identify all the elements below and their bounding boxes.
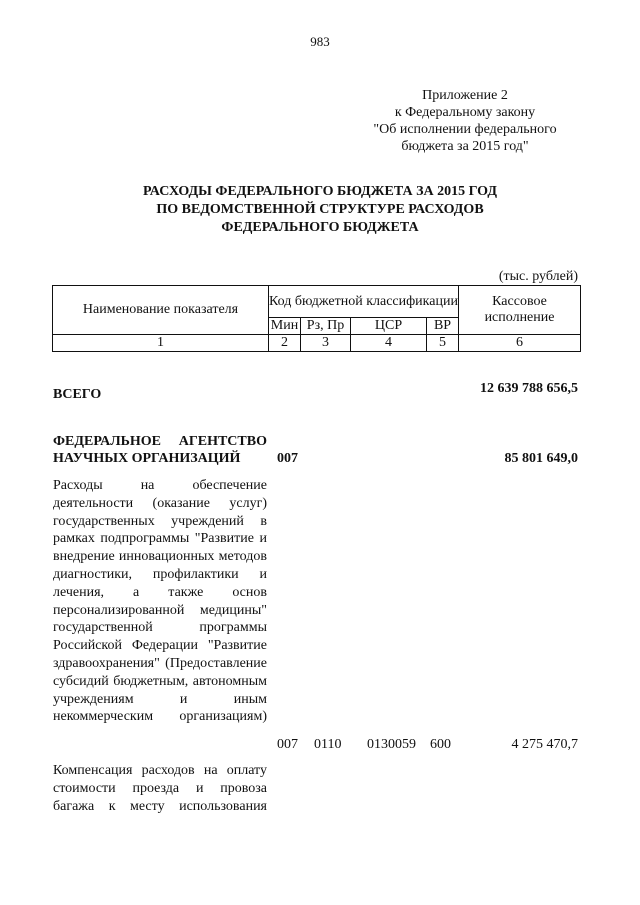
item-amount: 4 275 470,7 [511, 737, 578, 752]
appendix-note [340, 87, 590, 155]
expense-item-name: Расходы на обеспечение деятельности (оказание услуг) государственных учреждений в рамках подпрограммы "Развитие и внедрение инновационных методов диагностики, профилактики и лечения, а также основ персонализированной медицины" государственной программы Российской Федерации "Развитие здравоохранения" (Предоставление субсидий бюджетным, автономным учреждениям и иным некоммерческим организациям) [53, 478, 267, 725]
appendix-line: Приложение 2 [422, 88, 508, 103]
header-rzpr: Рз, Пр [301, 318, 351, 335]
column-number: 6 [459, 335, 581, 352]
header-min: Мин [269, 318, 301, 335]
agency-min-code: 007 [277, 451, 298, 466]
title-line: РАСХОДЫ ФЕДЕРАЛЬНОГО БЮДЖЕТА ЗА 2015 ГОД [143, 184, 497, 199]
column-number: 5 [427, 335, 459, 352]
header-amount: Кассовое исполнение [459, 286, 581, 335]
expense-item-name: Компенсация расходов на оплату стоимости проезда и провоза багажа к месту использования [53, 763, 267, 814]
page-number: 983 [310, 34, 330, 49]
appendix-line: к Федеральному закону [394, 105, 536, 120]
item-min-code: 007 [277, 737, 298, 752]
header-csr: ЦСР [351, 318, 427, 335]
total-label: ВСЕГО [53, 387, 102, 402]
table-header [52, 285, 581, 352]
agency-amount: 85 801 649,0 [504, 451, 578, 466]
item-rzpr-code: 0110 [314, 737, 342, 752]
header-name: Наименование показателя [53, 286, 269, 335]
item-csr-code: 0130059 [367, 737, 416, 752]
units-note: (тыс. рублей) [498, 269, 578, 284]
column-number: 3 [301, 335, 351, 352]
agency-name-line: НАУЧНЫХ ОРГАНИЗАЦИЙ [53, 451, 241, 466]
item-vr-code: 600 [430, 737, 451, 752]
header-code-group: Код бюджетной классификации [269, 286, 459, 318]
title-line: ФЕДЕРАЛЬНОГО БЮДЖЕТА [221, 220, 419, 235]
document-title [40, 183, 600, 237]
column-number: 4 [351, 335, 427, 352]
column-number: 1 [53, 335, 269, 352]
column-number: 2 [269, 335, 301, 352]
header-vr: ВР [427, 318, 459, 335]
appendix-line: "Об исполнении федерального [373, 122, 557, 137]
total-amount: 12 639 788 656,5 [480, 381, 578, 396]
title-line: ПО ВЕДОМСТВЕННОЙ СТРУКТУРЕ РАСХОДОВ [156, 202, 484, 217]
agency-name-line: ФЕДЕРАЛЬНОЕ АГЕНТСТВО [53, 434, 267, 449]
appendix-line: бюджета за 2015 год" [401, 139, 529, 154]
agency-name [53, 433, 267, 467]
